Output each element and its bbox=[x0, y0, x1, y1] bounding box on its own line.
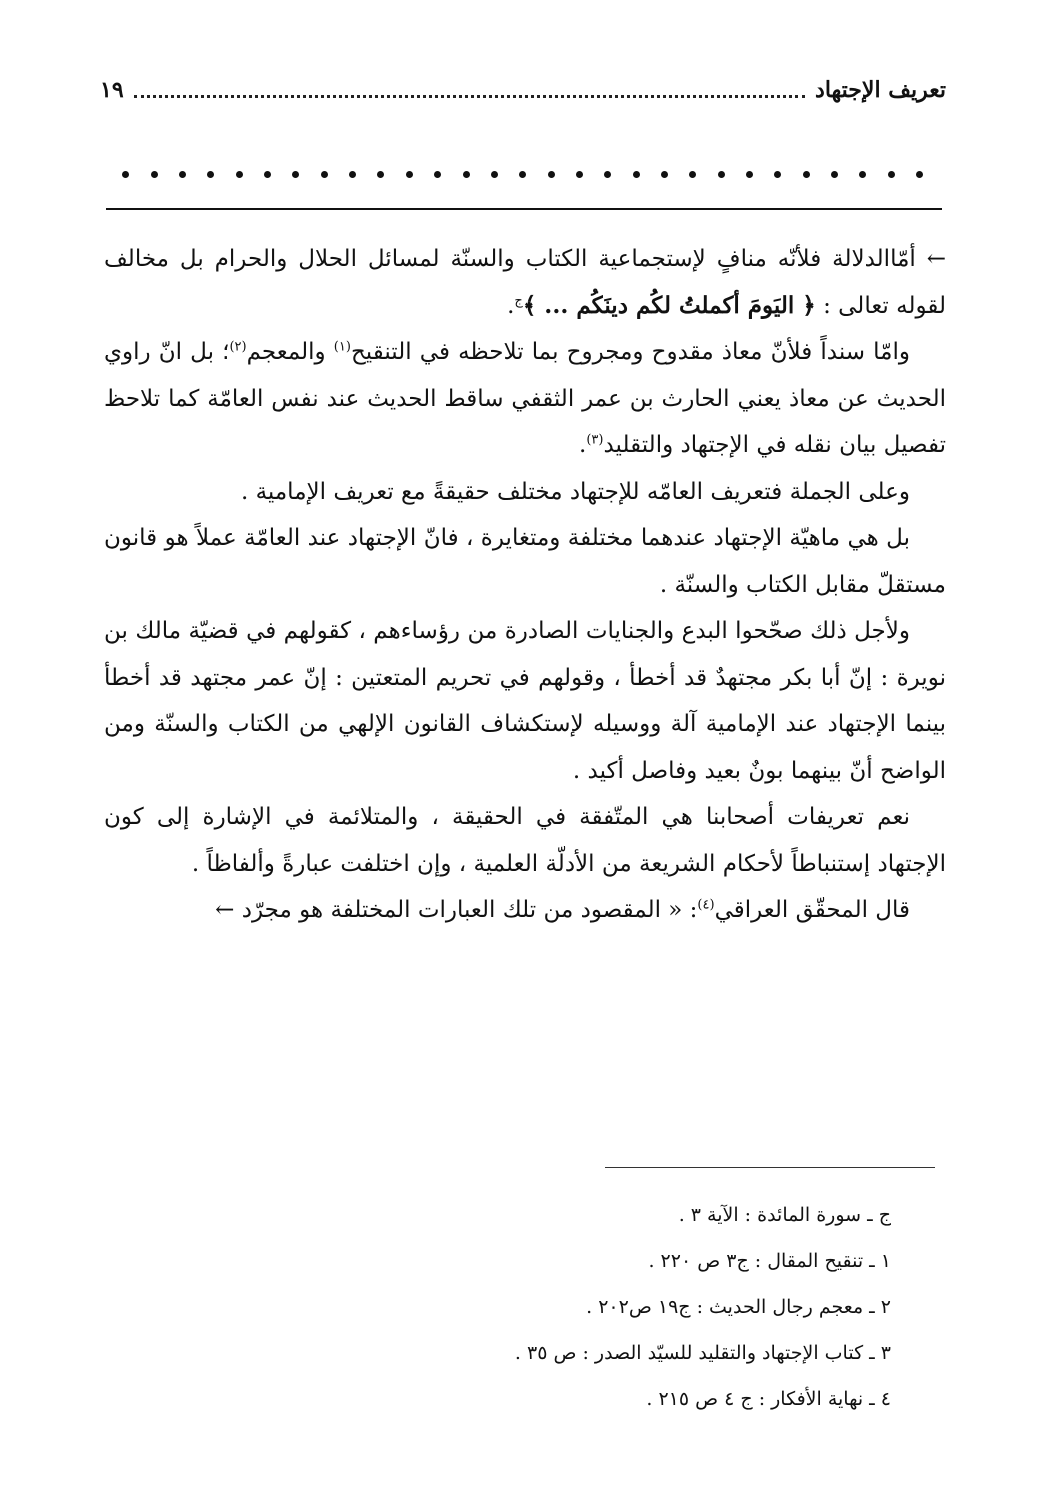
page-number: ١٩ bbox=[100, 77, 124, 103]
ornament-dot bbox=[718, 171, 725, 178]
ornament-dot bbox=[122, 171, 129, 178]
ornament-dot bbox=[349, 171, 356, 178]
ornament-dot bbox=[774, 171, 781, 178]
top-rule bbox=[106, 208, 942, 210]
footnote-2: ٢ ـ معجم رجال الحديث : ج١٩ ص٢٠٢ . bbox=[586, 1296, 891, 1318]
ornament-dot bbox=[292, 171, 299, 178]
footnote-ref-1: (١) bbox=[333, 339, 351, 355]
footnote-4: ٤ ـ نهاية الأفكار : ج ٤ ص ٢١٥ . bbox=[646, 1388, 891, 1410]
running-title: تعريف الإجتهاد bbox=[815, 77, 946, 103]
ornament-dot bbox=[207, 171, 214, 178]
quran-verse: ﴿ اليَومَ أكملتُ لكُم دينَكُم ... ﴾ bbox=[522, 291, 816, 319]
ornament-dot bbox=[888, 171, 895, 178]
paragraph-6: نعم تعريفات أصحابنا هي المتّفقة في الحقيقة ، والمتلائمة في الإشارة إلى كون الإجتهاد إستنباطاً لأحكام الشريعة من الأدلّة العلمية ، وإن اختلفت عبارةً وألفاظاً . bbox=[104, 804, 946, 877]
ornament-dot bbox=[576, 171, 583, 178]
footnote-ref-4: (٤) bbox=[697, 897, 715, 913]
ornament-dot bbox=[406, 171, 413, 178]
footnote-marker-j: ج bbox=[514, 292, 523, 308]
paragraph-5: ولأجل ذلك صحّحوا البدع والجنايات الصادرة من رؤساءهم ، كقولهم في قضيّة مالك بن نويرة : إنّ أبا بكر مجتهدٌ قد أخطأ ، وقولهم في تحريم المتعتين : إنّ عمر مجتهد قد أخطأ بينما الإجتهاد عند الإمامية آلة ووسيله لإستكشاف القانون الإلهي من الكتاب والسنّة ومن الواضح أنّ بينهما بونٌ بعيد وفاصل أكيد . bbox=[104, 618, 946, 784]
ornament-dot bbox=[463, 171, 470, 178]
footnote-ref-3: (٣) bbox=[586, 432, 604, 448]
ornament-dot bbox=[604, 171, 611, 178]
ornament-dot bbox=[434, 171, 441, 178]
ornament-dot bbox=[519, 171, 526, 178]
ornament-dot bbox=[377, 171, 384, 178]
main-text bbox=[104, 236, 946, 934]
paragraph-2: وامّا سنداً فلأنّ معاذ مقدوح ومجروح بما تلاحظه في التنقيح$^{(١)}$ والمعجم$^{(٢)}$؛ بل انّ راوي الحديث عن معاذ يعني الحارث بن عمر الثقفي ساقط الحديث عند نفس العامّة كما تلاحظ تفصيل بيان نقله في الإجتهاد والتقليد$^{(٣)}$. bbox=[104, 339, 946, 458]
ornament-dot bbox=[689, 171, 696, 178]
paragraph-7: قال المحقّق العراقي$^{(٤)}$: « المقصود من تلك العبارات المختلفة هو مجرّد ← bbox=[215, 897, 910, 923]
ornament-dot bbox=[661, 171, 668, 178]
ornament-dot bbox=[179, 171, 186, 178]
footnotes bbox=[300, 1192, 891, 1422]
footnote-ref-2: (٢) bbox=[229, 339, 247, 355]
ornament-dot bbox=[803, 171, 810, 178]
ornament-dot bbox=[151, 171, 158, 178]
paragraph-1: ← أمّاالدلالة فلأنّه منافٍ لإستجماعية الكتاب والسنّة لمسائل الحلال والحرام بل مخالف لقوله تعالى : ﴿ اليَومَ أكملتُ لكُم دينَكُم ... ﴾$^ج$. bbox=[104, 246, 946, 319]
ornament-dot bbox=[491, 171, 498, 178]
paragraph-4: بل هي ماهيّة الإجتهاد عندهما مختلفة ومتغايرة ، فانّ الإجتهاد عند العامّة عملاً هو قانون مستقلّ مقابل الكتاب والسنّة . bbox=[104, 525, 946, 598]
ornament-dot-row bbox=[122, 168, 923, 180]
paragraph-3: وعلى الجملة فتعريف العامّه للإجتهاد مختلف حقيقةً مع تعريف الإمامية . bbox=[240, 478, 910, 505]
ornament-dot bbox=[746, 171, 753, 178]
ornament-dot bbox=[831, 171, 838, 178]
footnote-3: ٣ ـ كتاب الإجتهاد والتقليد للسيّد الصدر : ص ٣٥ . bbox=[514, 1342, 891, 1364]
footnote-1: ١ ـ تنقيح المقال : ج٣ ص ٢٢٠ . bbox=[648, 1250, 891, 1272]
ornament-dot bbox=[236, 171, 243, 178]
ornament-dot bbox=[264, 171, 271, 178]
ornament-dot bbox=[633, 171, 640, 178]
ornament-dot bbox=[859, 171, 866, 178]
running-header bbox=[100, 70, 946, 110]
ornament-dot bbox=[321, 171, 328, 178]
header-leader-dots bbox=[134, 83, 805, 98]
footnote-rule bbox=[605, 1167, 935, 1168]
ornament-dot bbox=[916, 171, 923, 178]
ornament-dot bbox=[548, 171, 555, 178]
footnote-j: ج ـ سورة المائدة : الآية ٣ . bbox=[678, 1204, 891, 1226]
